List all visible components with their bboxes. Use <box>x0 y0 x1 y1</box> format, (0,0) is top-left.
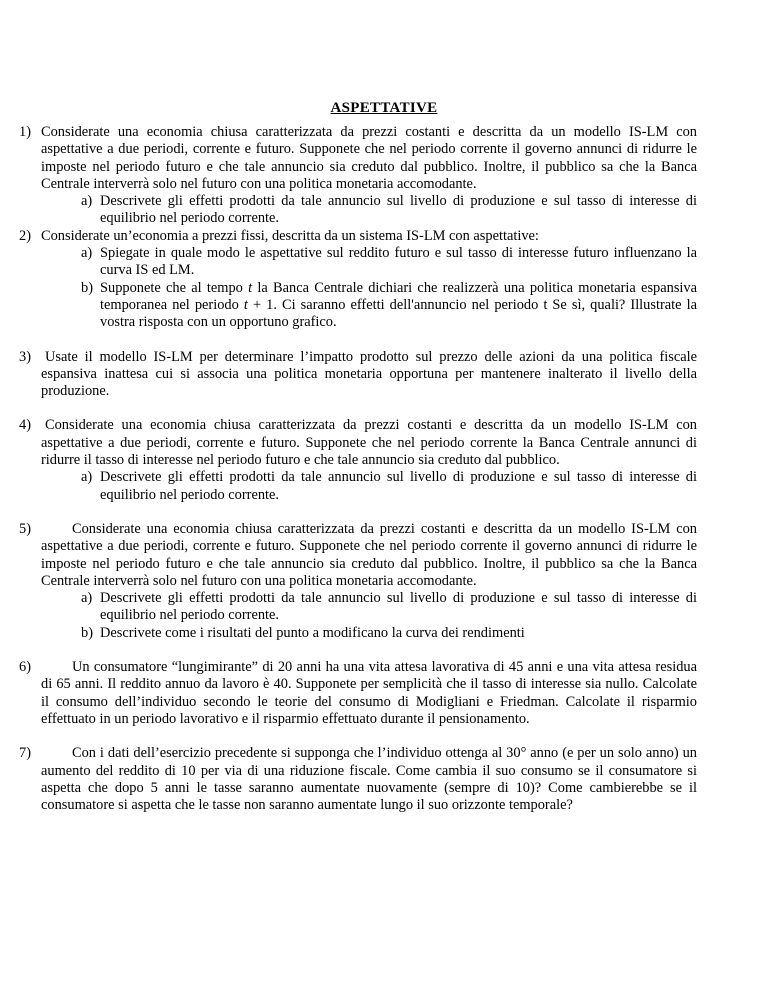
sub-text: Descrivete come i risultati del punto a modificano la curva dei rendimenti <box>100 624 525 641</box>
exercise-5-sub-a <box>19 590 697 625</box>
math-variable-t: t <box>243 296 248 313</box>
math-variable-t: t <box>248 279 253 296</box>
exercise-1 <box>19 124 697 193</box>
exercise-6 <box>19 659 697 728</box>
exercise-2-sub-a <box>19 245 697 280</box>
exercise-7 <box>19 745 697 814</box>
exercise-number: 3) <box>19 348 31 365</box>
sub-label: a) <box>81 193 93 210</box>
spacer <box>19 642 697 659</box>
spacer <box>19 504 697 521</box>
sub-label: a) <box>81 590 93 607</box>
exercise-text: Usate il modello IS-LM per determinare l’impatto prodotto sul prezzo delle azioni da una politica fiscale espansiva inattesa cui si associa una politica monetaria opportuna per mantenere inalterato il livello della produzione. <box>41 348 697 400</box>
spacer <box>19 400 697 417</box>
sub-label: b) <box>81 624 93 641</box>
exercise-list <box>19 124 697 814</box>
exercise-number: 6) <box>19 659 31 676</box>
sub-text-part: + 1. Ci saranno effetti dell'annuncio nel periodo t Se sì, quali? Illustrate la vostra risposta con un opportuno grafico. <box>100 296 698 331</box>
spacer <box>19 728 697 745</box>
exercise-number: 7) <box>19 745 31 762</box>
exercise-text: Considerate una economia chiusa caratterizzata da prezzi costanti e descritta da un modello IS-LM con aspettative a due periodi, corrente e futuro. Supponete che nel periodo corrente il governo annunci di ridurre le imposte nel periodo futuro e che tale annuncio sia creduto dal pubblico. Inoltre, il pubblico sa che la Banca Centrale interverrà solo nel futuro con una politica monetaria accomodante. <box>41 124 697 192</box>
exercise-number: 2) <box>19 227 31 244</box>
sub-text: Descrivete gli effetti prodotti da tale annuncio sul livello di produzione e sul tasso di interesse di equilibrio nel periodo corrente. <box>100 590 697 624</box>
exercise-3 <box>19 349 697 401</box>
exercise-number: 5) <box>19 520 31 537</box>
page-title: ASPETTATIVE <box>330 100 438 116</box>
exercise-number: 4) <box>19 417 31 434</box>
sub-text: Spiegate in quale modo le aspettative sul reddito futuro e sul tasso di interesse futuro influenzano la curva IS ed LM. <box>100 245 697 279</box>
exercise-number: 1) <box>19 124 31 140</box>
exercise-4 <box>19 417 697 469</box>
exercise-text: Con i dati dell’esercizio precedente si supponga che l’individuo ottenga al 30° anno (e per un solo anno) un aumento del reddito di 10 per via di una riduzione fiscale. Come cambia il suo consumo se il consumatore si aspetta che dopo 5 anni le tasse saranno aumentate nuovamente (sempre di 10)? Come cambierebbe se il consumatore si aspetta che le tasse non saranno aumentate lungo il suo orizzonte temporale? <box>41 745 697 814</box>
sub-label: a) <box>81 245 93 262</box>
exercise-5 <box>19 521 697 590</box>
exercise-text: Considerate un’economia a prezzi fissi, descritta da un sistema IS-LM con aspettative: <box>41 227 539 244</box>
exercise-text: Considerate una economia chiusa caratterizzata da prezzi costanti e descritta da un modello IS-LM con aspettative a due periodi, corrente e futuro. Supponete che nel periodo corrente il governo annunci di ridurre le imposte nel periodo futuro e che tale annuncio sia creduto dal pubblico. Inoltre, il pubblico sa che la Banca Centrale interverrà solo nel futuro con una politica monetaria accomodante. <box>41 520 697 589</box>
sub-text-part: la Banca Centrale dichiari che realizzerà una politica monetaria espansiva temporanea nel periodo <box>100 279 697 313</box>
exercise-4-sub-a <box>19 469 697 504</box>
sub-label: a) <box>81 469 93 486</box>
sub-text: Descrivete gli effetti prodotti da tale annuncio sul livello di produzione e sul tasso di interesse di equilibrio nel periodo corrente. <box>100 193 697 227</box>
exercise-text: Considerate una economia chiusa caratterizzata da prezzi costanti e descritta da un modello IS-LM con aspettative a due periodi, corrente e futuro. Supponete che nel periodo corrente la Banca Centrale annunci di ridurre il tasso di interesse nel periodo futuro e che tale annuncio sia creduto dal pubblico. <box>41 417 697 469</box>
exercise-2 <box>19 228 697 245</box>
sub-text: Descrivete gli effetti prodotti da tale annuncio sul livello di produzione e sul tasso di interesse di equilibrio nel periodo corrente. <box>100 469 697 503</box>
spacer <box>19 332 697 349</box>
sub-text-part: Supponete che al tempo <box>100 279 249 296</box>
exercise-2-sub-b <box>19 280 697 332</box>
exercise-5-sub-b <box>19 625 697 642</box>
sub-label: b) <box>81 279 93 296</box>
sub-text <box>100 280 697 332</box>
exercise-1-sub-a <box>19 193 697 228</box>
exercise-text: Un consumatore “lungimirante” di 20 anni ha una vita attesa lavorativa di 45 anni e una vita attesa residua di 65 anni. Il reddito annuo da lavoro è 40. Supponete per semplicità che il tasso di interesse sia nullo. Calcolate il consumo dell’individuo secondo le teorie del consumo di Modigliani e Friedman. Calcolate il risparmio effettuato in un periodo lavorativo e il risparmio effettuato durante il pensionamento. <box>41 659 697 727</box>
